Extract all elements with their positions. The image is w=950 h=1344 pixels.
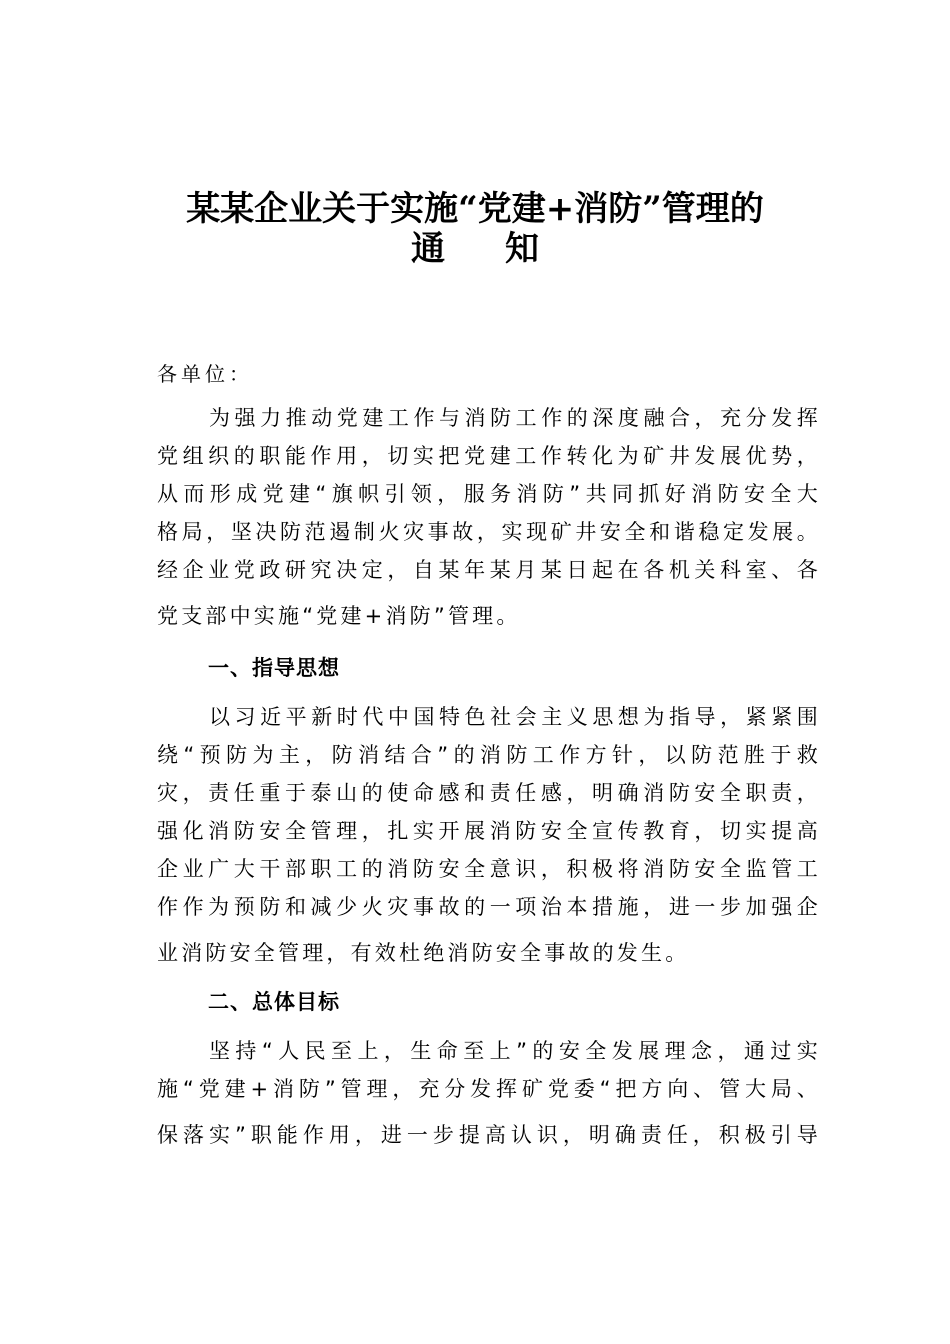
paragraph-line: 坚持“人民至上，生命至上”的安全发展理念，通过实 <box>209 1039 821 1063</box>
paragraph-line: 企业广大干部职工的消防安全意识，积极将消防安全监管工 <box>157 857 821 881</box>
paragraph-line: 绕“预防为主，防消结合”的消防工作方针，以防范胜于救 <box>157 743 821 767</box>
paragraph-line: 保落实”职能作用，进一步提高认识，明确责任，积极引导 <box>157 1123 821 1147</box>
section-heading-guiding-ideology: 一、指导思想 <box>208 656 340 680</box>
document-title: 某某企业关于实施“党建+消防”管理的 <box>186 189 764 229</box>
paragraph-line: 党支部中实施“党建+消防”管理。 <box>157 604 521 628</box>
salutation: 各单位： <box>157 362 253 386</box>
paragraph-line: 党组织的职能作用，切实把党建工作转化为矿井发展优势， <box>157 444 821 468</box>
paragraph-line: 格局，坚决防范遏制火灾事故，实现矿井安全和谐稳定发展。 <box>157 520 821 544</box>
paragraph-line: 从而形成党建“旗帜引领，服务消防”共同抓好消防安全大 <box>157 482 821 506</box>
section-heading-overall-goal: 二、总体目标 <box>208 990 340 1014</box>
paragraph-line: 施“党建+消防”管理，充分发挥矿党委“把方向、管大局、 <box>157 1077 821 1101</box>
paragraph-line: 以习近平新时代中国特色社会主义思想为指导，紧紧围 <box>209 705 821 729</box>
paragraph-line: 经企业党政研究决定，自某年某月某日起在各机关科室、各 <box>157 558 821 582</box>
section2-paragraph <box>157 1032 821 1154</box>
intro-paragraph <box>157 399 821 635</box>
section1-paragraph <box>157 698 821 972</box>
paragraph-line: 强化消防安全管理，扎实开展消防安全宣传教育，切实提高 <box>157 819 821 843</box>
paragraph-line: 灾，责任重于泰山的使命感和责任感，明确消防安全职责， <box>157 781 821 805</box>
paragraph-line: 作作为预防和减少火灾事故的一项治本措施，进一步加强企 <box>157 895 821 919</box>
paragraph-line: 业消防安全管理，有效杜绝消防安全事故的发生。 <box>157 941 690 965</box>
paragraph-line: 为强力推动党建工作与消防工作的深度融合，充分发挥 <box>209 406 821 430</box>
document-title-notice: 通知 <box>411 229 599 269</box>
